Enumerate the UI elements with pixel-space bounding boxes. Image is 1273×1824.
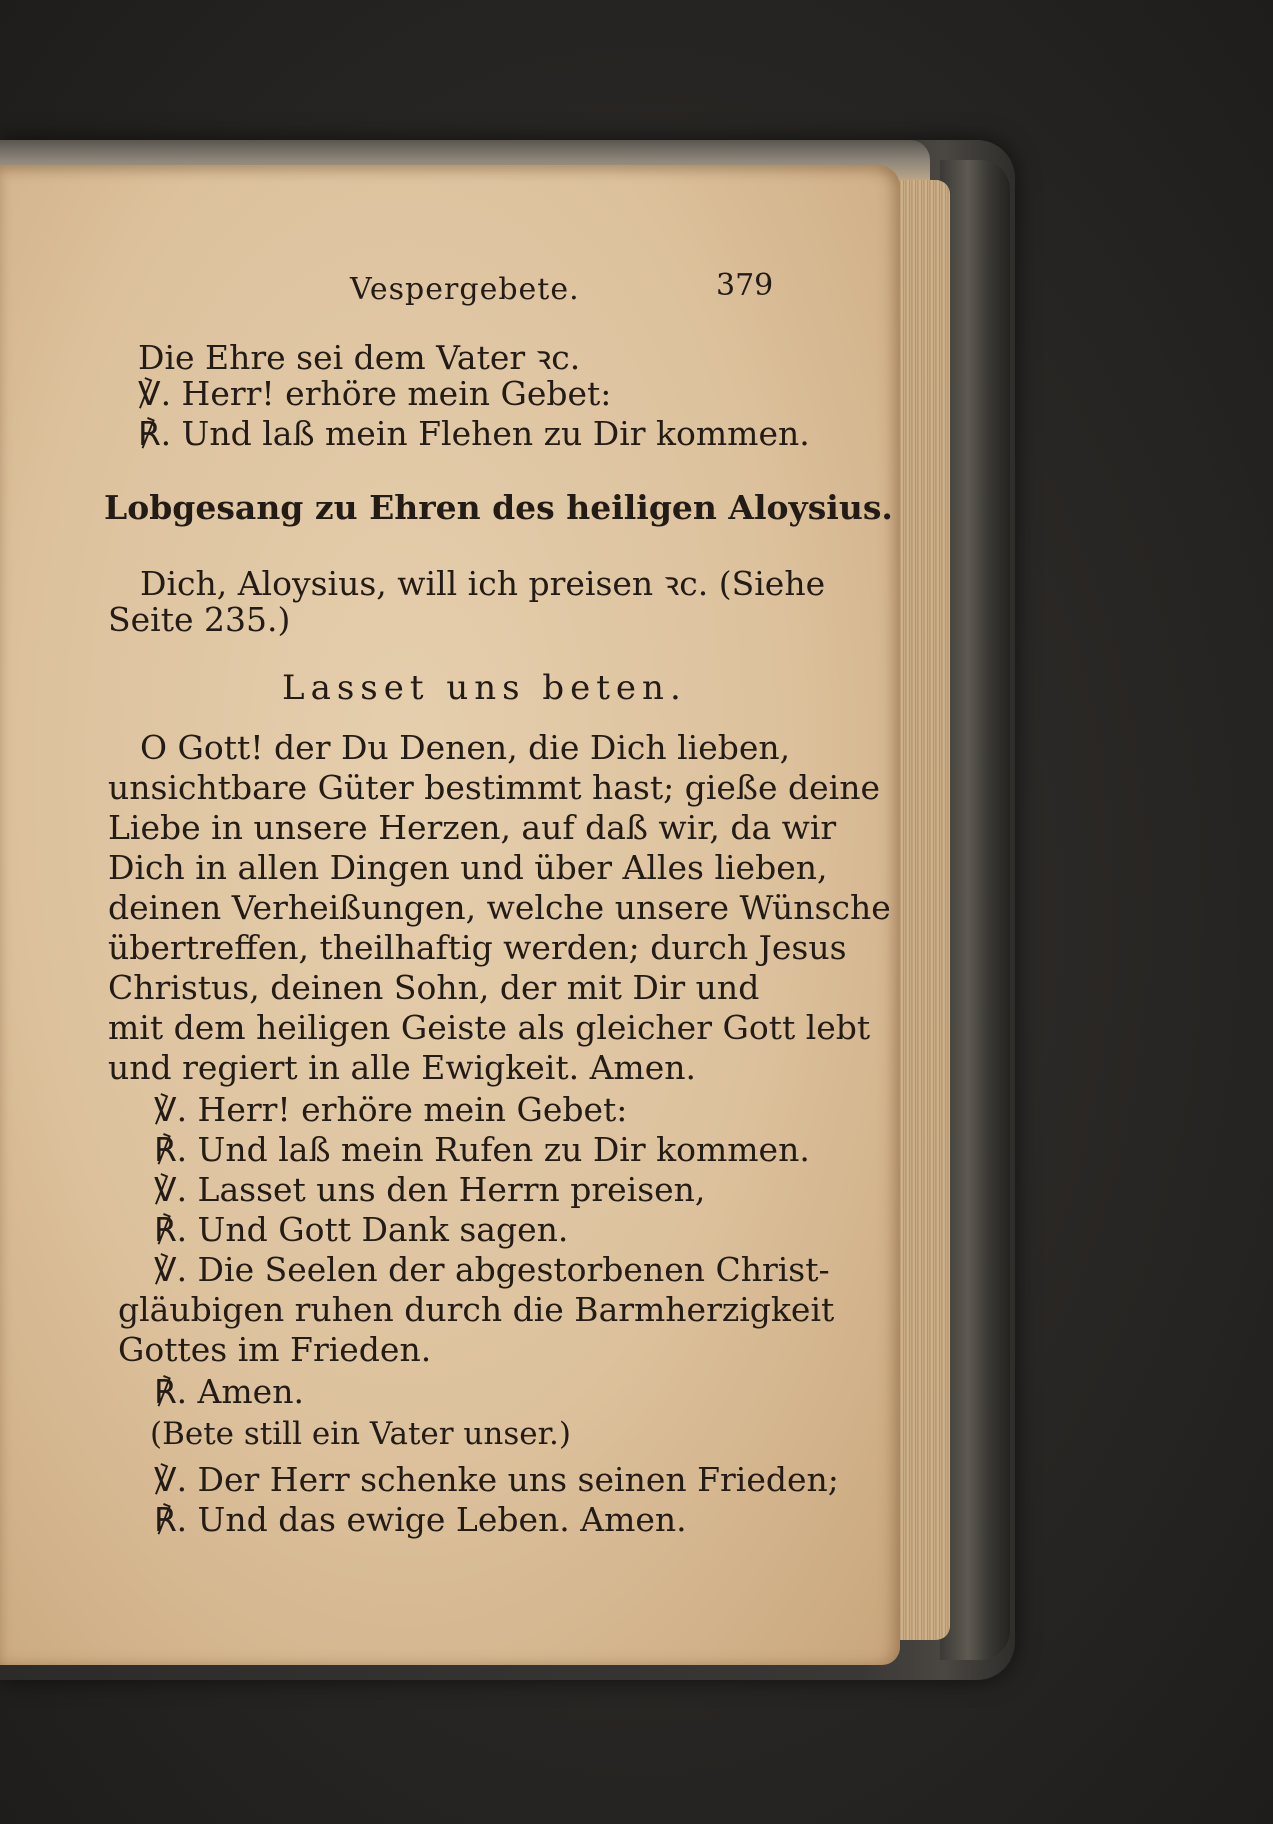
prayer-line: Christus, deinen Sohn, der mit Dir und xyxy=(108,968,760,1007)
prayer-line: unsichtbare Güter bestimmt hast; gieße deine xyxy=(108,768,880,807)
prayer-line: Liebe in unsere Herzen, auf daß wir, da wir xyxy=(108,808,837,847)
text-line: Dich, Aloysius, will ich preisen ꝛc. (Siehe xyxy=(140,564,826,603)
page-number: 379 xyxy=(716,268,774,303)
prayer-line: übertreffen, theilhaftig werden; durch Jesus xyxy=(108,928,847,967)
prayer-line: Dich in allen Dingen und über Alles lieben, xyxy=(108,848,828,887)
versicle-line: ℣. Die Seelen der abgestorbenen Christ- xyxy=(154,1250,830,1289)
text-line: ℣. Herr! erhöre mein Gebet: xyxy=(138,374,612,413)
prayer-line: O Gott! der Du Denen, die Dich lieben, xyxy=(140,728,791,767)
text-line: Die Ehre sei dem Vater ꝛc. xyxy=(138,338,581,377)
text-line: ℟. Und laß mein Flehen zu Dir kommen. xyxy=(138,414,810,453)
versicle-line: ℣. Der Herr schenke uns seinen Frieden; xyxy=(154,1460,839,1499)
text-line: Gottes im Frieden. xyxy=(118,1330,432,1369)
text-line: Seite 235.) xyxy=(108,600,291,639)
response-line: ℟. Amen. xyxy=(154,1372,304,1411)
prayer-line: und regiert in alle Ewigkeit. Amen. xyxy=(108,1048,696,1087)
response-line: ℟. Und Gott Dank sagen. xyxy=(154,1210,569,1249)
versicle-line: ℣. Herr! erhöre mein Gebet: xyxy=(154,1090,628,1129)
book-cover-edge xyxy=(940,160,1010,1660)
text-line: gläubigen ruhen durch die Barmherzigkeit xyxy=(118,1290,835,1329)
response-line: ℟. Und laß mein Rufen zu Dir kommen. xyxy=(154,1130,810,1169)
subheading: Lasset uns beten. xyxy=(282,668,687,708)
prayer-line: mit dem heiligen Geiste als gleicher Gott lebt xyxy=(108,1008,871,1047)
prayer-line: deinen Verheißungen, welche unsere Wünsche xyxy=(108,888,891,927)
response-line: ℟. Und das ewige Leben. Amen. xyxy=(154,1500,687,1539)
section-heading: Lobgesang zu Ehren des heiligen Aloysius. xyxy=(104,488,893,527)
versicle-line: ℣. Lasset uns den Herrn preisen, xyxy=(154,1170,706,1209)
running-header: Vespergebete. xyxy=(350,272,580,307)
rubric-note: (Bete still ein Vater unser.) xyxy=(150,1416,571,1452)
